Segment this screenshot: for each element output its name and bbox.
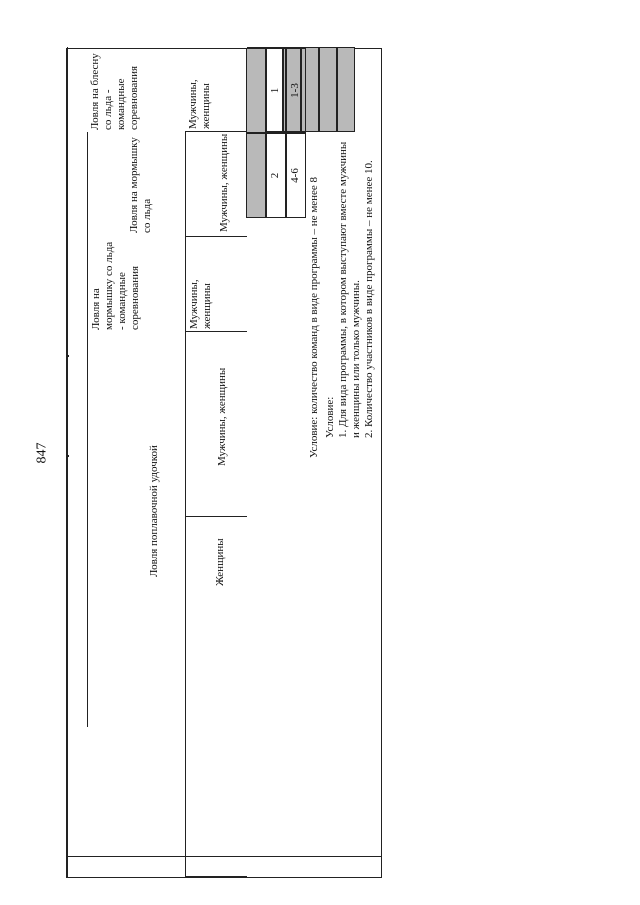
team-range-2: 4-6 [289,168,301,183]
team-range-1: 1-3 [289,83,301,98]
discipline-cell: Ловля на мормышку со льда - командные соревнования [87,237,185,332]
condition-2-line1: 1. Для вида программы, в котором выступают вместе мужчины и женщины или только мужчины. [337,141,362,438]
num-1: 1 [269,87,281,94]
page-number: 847 [34,442,50,464]
condition-2-line2: 2. Количество участников в виде программы – не менее 10. [363,160,375,438]
discipline-cell: Ловля на мормышку со льда [87,132,185,237]
gender-cell: Мужчины, женщины [185,132,247,237]
gender-cell: Мужчины, женщины [185,47,247,132]
gender-cell: Мужчины, женщины [185,332,247,517]
conditions-layer [66,48,382,878]
condition-2-title: Условие: [324,396,336,438]
condition-1: Условие: количество команд в виде программы – не менее 8 [308,176,320,458]
gender-cell: Женщины [185,517,247,877]
num-2: 2 [269,172,281,179]
discipline-cell: Ловля на блесну со льда - командные соревнования [89,53,140,130]
discipline-cell: Ловля поплавочной удочкой [87,332,185,727]
gender-cell: Мужчины, женщины [185,237,247,332]
